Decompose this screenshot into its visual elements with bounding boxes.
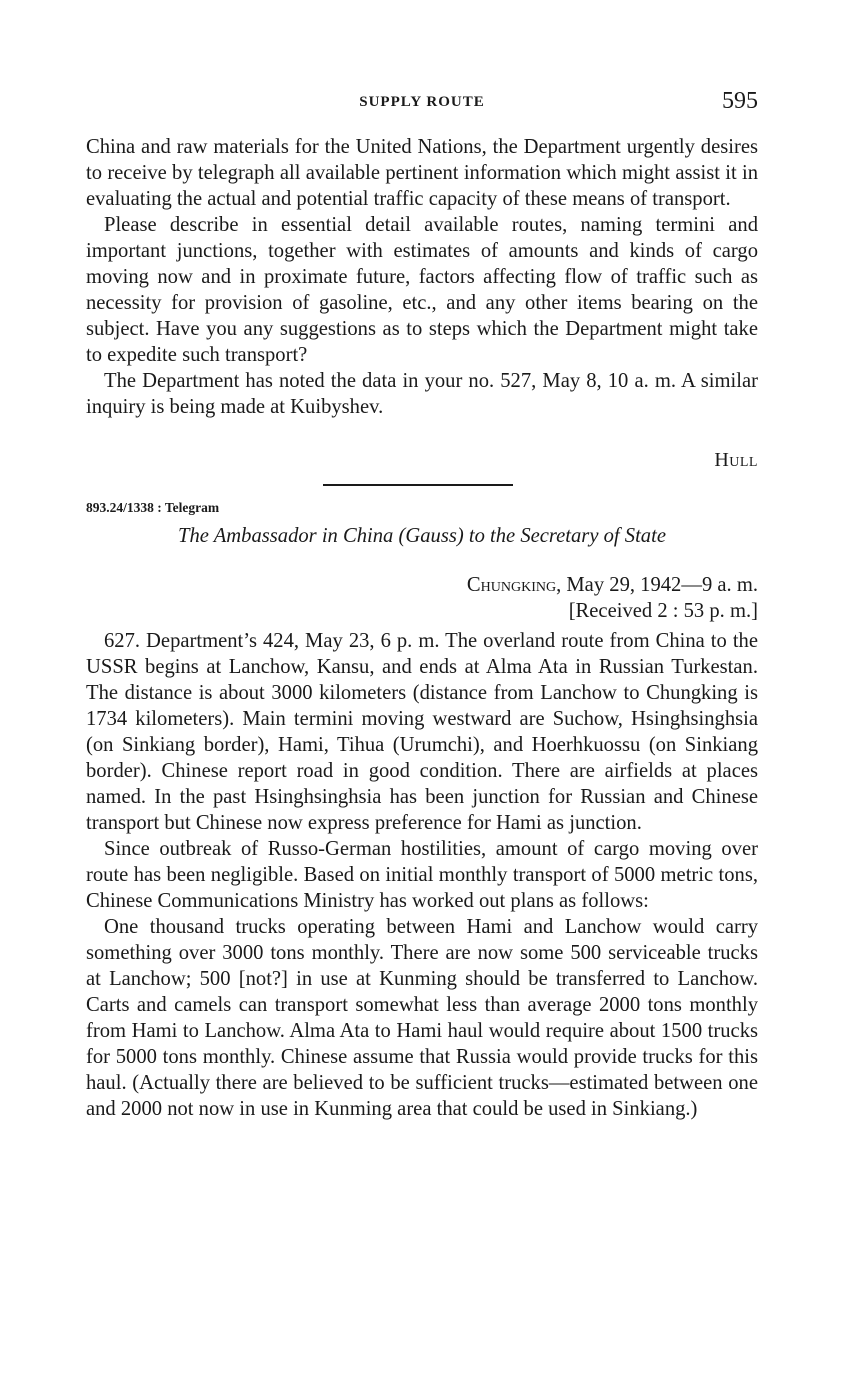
document-title: The Ambassador in China (Gauss) to the Secretary of State <box>178 525 666 547</box>
paragraph: The Department has noted the data in your no. 527, May 8, 10 a. m. A similar inquiry is being made at Kuibyshev. <box>86 370 758 418</box>
paragraph: Please describe in essential detail available routes, naming termini and important junctions, together with estimates of amounts and kinds of cargo moving now and in proximate future, factors affecting flow of traffic such as necessity for provision of gasoline, etc., and any other items bearing on the subject. Have you any suggestions as to steps which the Department might take to expedite such transport? <box>86 214 758 366</box>
dateline-sent <box>467 572 758 598</box>
paragraph: China and raw materials for the United Nations, the Department urgently desires to receive by telegraph all available pertinent information which might assist it in evaluating the actual and potential traffic capacity of these means of transport. <box>86 136 758 210</box>
running-head <box>86 88 758 118</box>
paragraph: One thousand trucks operating between Hami and Lanchow would carry something over 3000 tons monthly. There are now some 500 serviceable trucks at Lanchow; 500 [not?] in use at Kunming should be transferred to Lanchow. Carts and camels can transport somewhat less than average 2000 tons monthly from Hami to Lanchow. Alma Ata to Hami haul would require about 1500 trucks for 5000 tons monthly. Chinese assume that Russia would provide trucks for this haul. (Actually there are believed to be sufficient trucks—estimated between one and 2000 not now in use in Kunming area that could be used in Sinkiang.) <box>86 916 758 1120</box>
telegram-text <box>86 628 758 1122</box>
paragraph: Since outbreak of Russo-German hostilities, amount of cargo moving over route has been negligible. Based on initial monthly transport of 5000 metric tons, Chinese Communications Ministry has worked out plans as follows: <box>86 838 758 912</box>
signature: Hull <box>714 449 758 471</box>
page-number: 595 <box>722 88 758 114</box>
dateline-place: Chungking <box>466 574 557 596</box>
section-divider <box>323 484 513 486</box>
paragraph: 627. Department’s 424, May 23, 6 p. m. The overland route from China to the USSR begins at Lanchow, Kansu, and ends at Alma Ata in Russian Turkestan. The distance is about 3000 kilometers (distance from Lanchow to Chungking is 1734 kilometers). Main termini moving westward are Suchow, Hsinghsinghsia (on Sinkiang border), Hami, Tihua (Urumchi), and Hoerhkuossu (on Sinkiang border). Chinese report road in good condition. There are airfields at places named. In the past Hsinghsinghsia has been junction for Russian and Chinese transport but Chinese now express preference for Hami as junction. <box>86 630 758 834</box>
file-reference: 893.24/1338 : Telegram <box>86 500 220 515</box>
running-title: SUPPLY ROUTE <box>359 94 485 110</box>
dateline <box>467 572 758 624</box>
dateline-date: , May 29, 1942—9 a. m. <box>556 574 758 596</box>
intro-text <box>86 134 758 420</box>
dateline-received: [Received 2 : 53 p. m.] <box>568 600 758 622</box>
